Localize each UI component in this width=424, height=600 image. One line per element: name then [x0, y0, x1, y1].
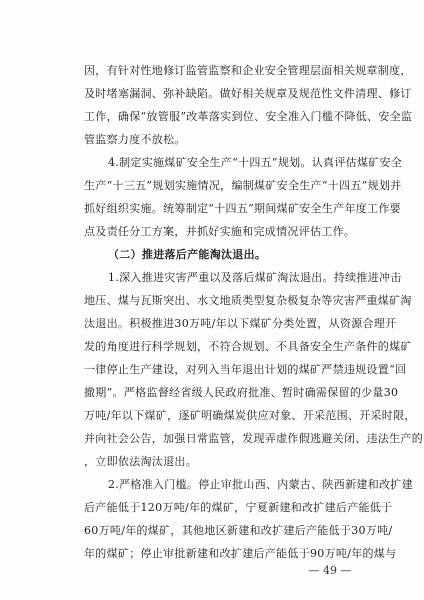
text-line: 及时堵塞漏洞、弥补缺陷。做好相关规章及规范性文件清理、修订	[84, 87, 412, 100]
text-line: 发的角度进行科学规划，不符合规划、不具备安全生产条件的煤矿	[84, 340, 412, 353]
text-line: 抓好组织实施。统筹制定“十四五”期间煤矿安全生产年度工作要	[84, 202, 401, 215]
text-line: 并向社会公告，加强日常监管，发现弄虚作假逃避关闭、违法生产的	[84, 432, 423, 445]
text-line: 万吨/年以下煤矿，逐矿明确煤炭供应对象、开采范围、开采时限，	[84, 409, 416, 422]
text-line: 一律停止生产建设，对列入当年退出计划的煤矿严禁违规设置“回	[84, 363, 407, 376]
section-heading: （二）推进落后产能淘汰退出。	[108, 248, 267, 261]
text-line: ，立即依法淘汰退出。	[84, 455, 197, 468]
text-line: 后产能低于120万吨/年的煤矿，宁夏新建和改扩建后产能低于	[84, 501, 393, 514]
text-line: 4.制定实施煤矿安全生产“十四五”规划。认真评估煤矿安全	[108, 156, 403, 169]
text-line: 点及责任分工方案，并抓好实施和完成情况评估工作。	[84, 225, 356, 238]
text-line: 管监察力度不放松。	[84, 133, 186, 146]
text-line: 2.严格准入门槛。停止审批山西、内蒙古、陕西新建和改扩建	[108, 478, 413, 491]
text-line: 汰退出。积极推进30万吨/年以下煤矿分类处置，从资源合理开	[84, 317, 397, 330]
text-line: 60万吨/年的煤矿，其他地区新建和改扩建后产能低于30万吨/	[84, 524, 393, 537]
page-number: — 49 —	[308, 564, 352, 577]
text-line: 年的煤矿；停止审批新建和改扩建后产能低于90万吨/年的煤与	[84, 547, 397, 560]
text-line: 生产“十三五”规划实施情况，编制煤矿安全生产“十四五”规划并	[84, 179, 402, 192]
text-line: 1.深入推进灾害严重以及落后煤矿淘汰退出。持续推进冲击	[108, 271, 402, 284]
text-line: 因，有针对性地修订监管监察和企业安全管理层面相关规章制度，	[84, 64, 412, 77]
text-line: 撤期”。严格监督经省级人民政府批准、暂时确需保留的少量30	[84, 386, 399, 399]
text-line: 工作，确保“放管服”改革落实到位、安全准入门槛不降低、安全监	[84, 110, 413, 123]
text-line: 地压、煤与瓦斯突出、水文地质类型复杂极复杂等灾害严重煤矿淘	[84, 294, 412, 307]
